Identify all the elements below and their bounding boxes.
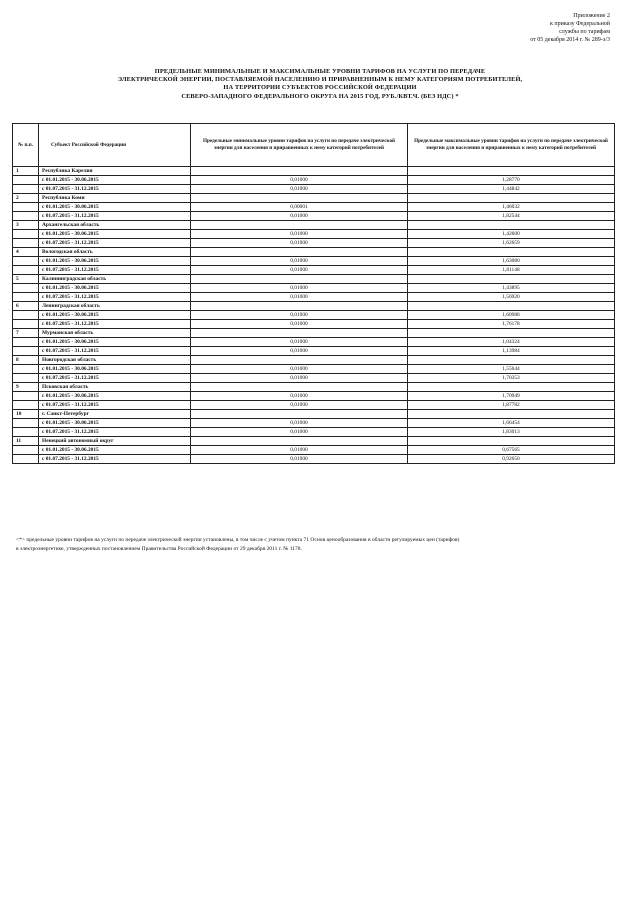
region-min-empty: [191, 302, 408, 311]
footnote-line: <*> предельные уровни тарифов на услуги по передаче электрической энергии установлены, в том числе с учетом пункта 71 Основ ценообразования в области регулируемых цен (тарифов): [16, 537, 460, 543]
period-label: с 01.01.2015 - 30.06.2015: [39, 284, 191, 293]
period-num-empty: [13, 401, 39, 410]
region-name: Мурманская область: [39, 329, 191, 338]
max-tariff-value: 1,04324: [408, 338, 615, 347]
min-tariff-value: 0,01000: [191, 338, 408, 347]
min-tariff-value: 0,01000: [191, 311, 408, 320]
max-tariff-value: 1,70949: [408, 392, 615, 401]
max-tariff-value: 0,67565: [408, 446, 615, 455]
min-tariff-value: 0,01000: [191, 212, 408, 221]
region-max-empty: [408, 275, 615, 284]
region-min-empty: [191, 410, 408, 419]
region-max-empty: [408, 383, 615, 392]
period-label: с 01.01.2015 - 30.06.2015: [39, 203, 191, 212]
header-min-tariff: Предельные минимальные уровни тарифов на услуги по передаче электрической энергии для населения и приравненных к нему категорий потребителей: [191, 124, 408, 167]
min-tariff-value: 0,01000: [191, 419, 408, 428]
period-num-empty: [13, 266, 39, 275]
max-tariff-value: 1,44842: [408, 185, 615, 194]
region-row: [13, 302, 615, 311]
table-header-row: [13, 124, 615, 167]
appendix-block: [410, 12, 610, 44]
max-tariff-value: 1,60988: [408, 311, 615, 320]
period-num-empty: [13, 212, 39, 221]
title-line: СЕВЕРО-ЗАПАДНОГО ФЕДЕРАЛЬНОГО ОКРУГА НА 2015 ГОД, РУБ./КВТ.Ч. (БЕЗ НДС) *: [181, 92, 459, 100]
max-tariff-value: 1,83013: [408, 428, 615, 437]
appendix-line: от 05 декабря 2014 г. № 289-э/3: [530, 37, 610, 43]
region-min-empty: [191, 437, 408, 446]
period-num-empty: [13, 203, 39, 212]
region-name: Калининградская область: [39, 275, 191, 284]
region-number: 2: [13, 194, 39, 203]
region-row: [13, 221, 615, 230]
region-min-empty: [191, 356, 408, 365]
footnote: [16, 536, 616, 553]
min-tariff-value: 0,01000: [191, 176, 408, 185]
region-max-empty: [408, 248, 615, 257]
period-num-empty: [13, 311, 39, 320]
max-tariff-value: 1,56920: [408, 293, 615, 302]
period-num-empty: [13, 428, 39, 437]
period-num-empty: [13, 338, 39, 347]
footnote-line: в электроэнергетике, утвержденных постановлением Правительства Российской Федерации от 29 декабря 2011 г. № 1178.: [16, 545, 302, 552]
period-row: [13, 257, 615, 266]
period-row: [13, 203, 615, 212]
region-row: [13, 167, 615, 176]
period-row: [13, 320, 615, 329]
region-row: [13, 356, 615, 365]
period-row: [13, 266, 615, 275]
region-name: Новгородская область: [39, 356, 191, 365]
max-tariff-value: 1,55644: [408, 365, 615, 374]
max-tariff-value: 1,43895: [408, 284, 615, 293]
region-min-empty: [191, 167, 408, 176]
region-number: 5: [13, 275, 39, 284]
region-name: Архангельская область: [39, 221, 191, 230]
period-row: [13, 311, 615, 320]
period-label: с 01.01.2015 - 30.06.2015: [39, 365, 191, 374]
region-name: Республика Карелия: [39, 167, 191, 176]
region-number: 11: [13, 437, 39, 446]
region-max-empty: [408, 167, 615, 176]
period-label: с 01.07.2015 - 31.12.2015: [39, 212, 191, 221]
header-subject: Субъект Российской Федерации: [39, 124, 191, 167]
period-label: с 01.07.2015 - 31.12.2015: [39, 401, 191, 410]
region-number: 1: [13, 167, 39, 176]
region-number: 6: [13, 302, 39, 311]
title-line: НА ТЕРРИТОРИИ СУБЪЕКТОВ РОССИЙСКОЙ ФЕДЕРАЦИИ: [223, 84, 417, 92]
period-row: [13, 338, 615, 347]
region-name: Вологодская область: [39, 248, 191, 257]
max-tariff-value: 1,82544: [408, 212, 615, 221]
period-label: с 01.07.2015 - 31.12.2015: [39, 455, 191, 464]
period-num-empty: [13, 320, 39, 329]
period-row: [13, 428, 615, 437]
period-label: с 01.07.2015 - 31.12.2015: [39, 374, 191, 383]
period-num-empty: [13, 455, 39, 464]
period-num-empty: [13, 176, 39, 185]
period-label: с 01.07.2015 - 31.12.2015: [39, 266, 191, 275]
period-num-empty: [13, 257, 39, 266]
min-tariff-value: 0,01000: [191, 266, 408, 275]
region-number: 8: [13, 356, 39, 365]
period-row: [13, 401, 615, 410]
period-num-empty: [13, 293, 39, 302]
period-row: [13, 455, 615, 464]
period-label: с 01.01.2015 - 30.06.2015: [39, 419, 191, 428]
appendix-line: службы по тарифам: [559, 29, 610, 35]
period-num-empty: [13, 347, 39, 356]
period-row: [13, 365, 615, 374]
max-tariff-value: 1,62659: [408, 239, 615, 248]
period-label: с 01.07.2015 - 31.12.2015: [39, 320, 191, 329]
max-tariff-value: 1,28770: [408, 176, 615, 185]
period-num-empty: [13, 365, 39, 374]
region-row: [13, 410, 615, 419]
region-name: Псковская область: [39, 383, 191, 392]
period-label: с 01.01.2015 - 30.06.2015: [39, 257, 191, 266]
max-tariff-value: 1,70353: [408, 374, 615, 383]
period-num-empty: [13, 446, 39, 455]
period-row: [13, 176, 615, 185]
region-max-empty: [408, 194, 615, 203]
region-row: [13, 437, 615, 446]
region-min-empty: [191, 248, 408, 257]
period-label: с 01.07.2015 - 31.12.2015: [39, 428, 191, 437]
region-max-empty: [408, 302, 615, 311]
header-max-tariff: Предельные максимальные уровни тарифов на услуги по передаче электрической энергии для населения и приравненных к нему категорий потребителей: [408, 124, 615, 167]
period-row: [13, 185, 615, 194]
region-row: [13, 194, 615, 203]
min-tariff-value: 0,01000: [191, 401, 408, 410]
min-tariff-value: 0,00001: [191, 203, 408, 212]
max-tariff-value: 1,66454: [408, 419, 615, 428]
max-tariff-value: 1,42600: [408, 230, 615, 239]
region-row: [13, 248, 615, 257]
min-tariff-value: 0,01000: [191, 365, 408, 374]
period-row: [13, 419, 615, 428]
period-label: с 01.01.2015 - 30.06.2015: [39, 176, 191, 185]
period-row: [13, 212, 615, 221]
region-max-empty: [408, 356, 615, 365]
region-min-empty: [191, 329, 408, 338]
min-tariff-value: 0,01000: [191, 284, 408, 293]
region-number: 7: [13, 329, 39, 338]
period-row: [13, 293, 615, 302]
region-max-empty: [408, 329, 615, 338]
min-tariff-value: 0,01000: [191, 392, 408, 401]
region-name: Республика Коми: [39, 194, 191, 203]
region-number: 3: [13, 221, 39, 230]
region-number: 10: [13, 410, 39, 419]
min-tariff-value: 0,01000: [191, 230, 408, 239]
period-label: с 01.01.2015 - 30.06.2015: [39, 230, 191, 239]
period-num-empty: [13, 419, 39, 428]
region-name: г. Санкт-Петербург: [39, 410, 191, 419]
region-min-empty: [191, 194, 408, 203]
header-num: № п.п.: [13, 124, 39, 167]
min-tariff-value: 0,01000: [191, 293, 408, 302]
max-tariff-value: 1,63080: [408, 257, 615, 266]
period-label: с 01.07.2015 - 31.12.2015: [39, 293, 191, 302]
region-row: [13, 329, 615, 338]
region-row: [13, 275, 615, 284]
min-tariff-value: 0,01000: [191, 239, 408, 248]
appendix-line: к приказу Федеральной: [550, 21, 610, 27]
period-label: с 01.01.2015 - 30.06.2015: [39, 392, 191, 401]
period-row: [13, 284, 615, 293]
period-num-empty: [13, 239, 39, 248]
period-num-empty: [13, 185, 39, 194]
period-row: [13, 374, 615, 383]
period-label: с 01.07.2015 - 31.12.2015: [39, 347, 191, 356]
region-name: Ленинградская область: [39, 302, 191, 311]
region-max-empty: [408, 221, 615, 230]
region-row: [13, 383, 615, 392]
min-tariff-value: 0,01000: [191, 428, 408, 437]
max-tariff-value: 0,92650: [408, 455, 615, 464]
period-row: [13, 239, 615, 248]
period-label: с 01.01.2015 - 30.06.2015: [39, 311, 191, 320]
region-min-empty: [191, 383, 408, 392]
min-tariff-value: 0,01000: [191, 347, 408, 356]
period-num-empty: [13, 392, 39, 401]
period-label: с 01.07.2015 - 31.12.2015: [39, 185, 191, 194]
max-tariff-value: 1,81148: [408, 266, 615, 275]
period-row: [13, 446, 615, 455]
max-tariff-value: 1,13984: [408, 347, 615, 356]
period-num-empty: [13, 374, 39, 383]
max-tariff-value: 1,46032: [408, 203, 615, 212]
period-row: [13, 230, 615, 239]
period-label: с 01.07.2015 - 31.12.2015: [39, 239, 191, 248]
min-tariff-value: 0,01000: [191, 320, 408, 329]
table-body: [13, 167, 615, 464]
document-title: [40, 68, 600, 101]
min-tariff-value: 0,01000: [191, 257, 408, 266]
region-number: 4: [13, 248, 39, 257]
region-min-empty: [191, 221, 408, 230]
max-tariff-value: 1,87782: [408, 401, 615, 410]
period-label: с 01.01.2015 - 30.06.2015: [39, 338, 191, 347]
region-max-empty: [408, 437, 615, 446]
period-num-empty: [13, 284, 39, 293]
region-max-empty: [408, 410, 615, 419]
appendix-line: Приложение 2: [573, 13, 610, 19]
period-row: [13, 347, 615, 356]
region-min-empty: [191, 275, 408, 284]
min-tariff-value: 0,01000: [191, 185, 408, 194]
title-line: ЭЛЕКТРИЧЕСКОЙ ЭНЕРГИИ, ПОСТАВЛЯЕМОЙ НАСЕЛЕНИЮ И ПРИРАВНЕННЫМ К НЕМУ КАТЕГОРИЯМ ПОТРЕБИТЕЛЕЙ,: [117, 76, 523, 84]
min-tariff-value: 0,01000: [191, 455, 408, 464]
region-name: Ненецкий автономный округ: [39, 437, 191, 446]
period-row: [13, 392, 615, 401]
min-tariff-value: 0,01000: [191, 374, 408, 383]
period-num-empty: [13, 230, 39, 239]
title-line: ПРЕДЕЛЬНЫЕ МИНИМАЛЬНЫЕ И МАКСИМАЛЬНЫЕ УРОВНИ ТАРИФОВ НА УСЛУГИ ПО ПЕРЕДАЧЕ: [154, 68, 486, 75]
max-tariff-value: 1,76178: [408, 320, 615, 329]
tariff-table: [12, 123, 615, 464]
min-tariff-value: 0,01000: [191, 446, 408, 455]
region-number: 9: [13, 383, 39, 392]
period-label: с 01.01.2015 - 30.06.2015: [39, 446, 191, 455]
